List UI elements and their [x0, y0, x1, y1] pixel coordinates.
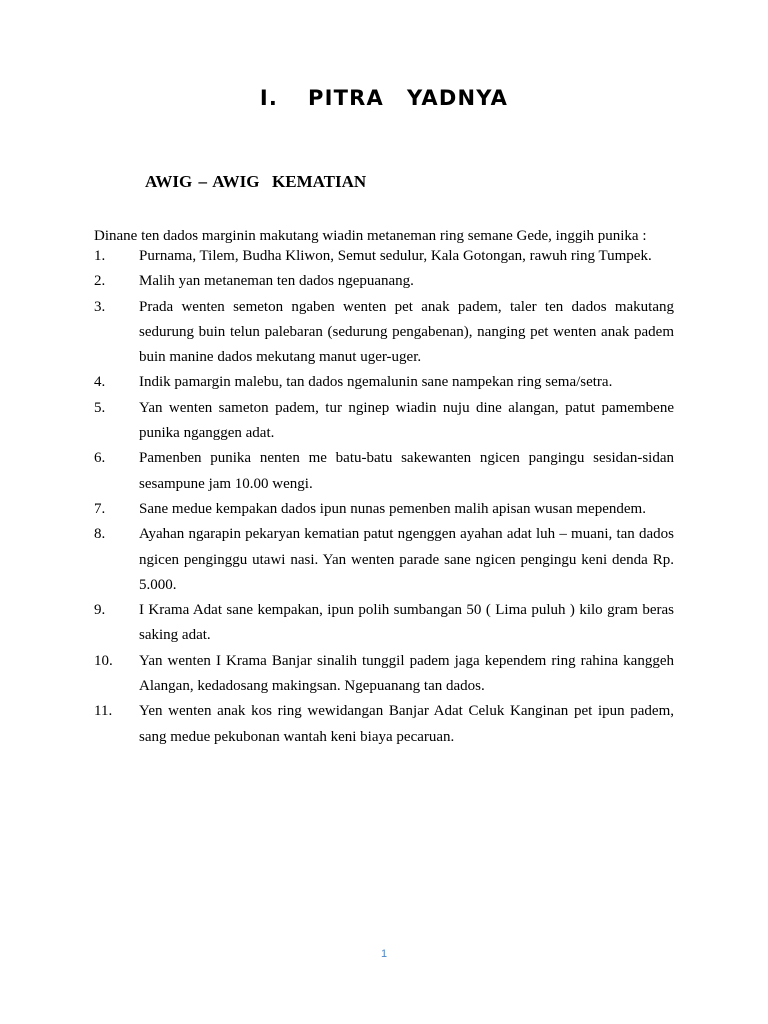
list-item-text: Prada wenten semeton ngaben wenten pet anak padem, taler ten dados makutang sedurung buin telun palebaran (sedurung pengabenan), nanging pet wenten anak padem buin manine dados mekutang manut uger-uger.	[139, 298, 674, 366]
list-item	[94, 295, 674, 371]
list-item-text: Malih yan metaneman ten dados ngepuanang.	[139, 273, 414, 290]
list-item-number: 5.	[94, 399, 106, 416]
list-item	[94, 396, 674, 447]
list-item-text: I Krama Adat sane kempakan, ipun polih sumbangan 50 ( Lima puluh ) kilo gram beras saking adat.	[139, 602, 674, 644]
list-item-number: 7.	[94, 500, 106, 517]
list-item-text: Yen wenten anak kos ring wewidangan Banjar Adat Celuk Kanginan pet ipun padem, sang medue pekubonan wantah keni biaya pecaruan.	[139, 703, 674, 745]
list-item-text: Yan wenten I Krama Banjar sinalih tunggil padem jaga kependem ring rahina kanggeh Alangan, kedadosang makingsan. Ngepuanang tan dados.	[139, 652, 674, 695]
list-item-text: Yan wenten sameton padem, tur nginep wiadin nuju dine alangan, patut pamembene punika nganggen adat.	[139, 399, 674, 442]
list-item-number: 3.	[94, 298, 106, 315]
list-item-text: Pamenben punika nenten me batu-batu sakewanten ngicen pangingu sesidan-sidan sesampune jam 10.00 wengi.	[139, 450, 674, 492]
list-item-number: 1.	[94, 248, 106, 264]
section-heading: AWIG – AWIG KEMATIAN	[145, 172, 367, 191]
list-item-number: 6.	[94, 450, 106, 467]
list-item-number: 2.	[94, 273, 106, 290]
list-item-text: Indik pamargin malebu, tan dados ngemalunin sane nampekan ring sema/setra.	[139, 374, 613, 391]
list-item	[94, 699, 674, 750]
chapter-title	[0, 86, 768, 110]
list-item-text: Ayahan ngarapin pekaryan kematian patut ngenggen ayahan adat luh – muani, tan dados ngicen penginggu utawi nasi. Yan wenten parade sane ngicen pengingu keni denda Rp. 5.000.	[139, 526, 674, 593]
list-item-number: 11.	[94, 703, 113, 720]
list-item	[94, 497, 674, 522]
intro-paragraph: Dinane ten dados marginin makutang wiadin metaneman ring semane Gede, inggih punika :	[94, 228, 647, 244]
list-item	[94, 522, 674, 598]
list-item	[94, 370, 674, 395]
list-item-number: 8.	[94, 526, 106, 543]
rules-list	[94, 244, 674, 750]
list-item-text: Sane medue kempakan dados ipun nunas pemenben malih apisan wusan mependem.	[139, 500, 646, 517]
list-item-number: 4.	[94, 374, 106, 391]
list-item-number: 9.	[94, 602, 106, 619]
page-number: 1	[380, 948, 388, 960]
list-item	[94, 649, 674, 700]
chapter-number: I.	[259, 86, 279, 110]
list-item	[94, 446, 674, 497]
chapter-title-text: PITRA YADNYA	[308, 86, 509, 110]
list-item	[94, 598, 674, 649]
list-item	[94, 244, 674, 269]
list-item	[94, 269, 674, 294]
list-item-text: Purnama, Tilem, Budha Kliwon, Semut sedulur, Kala Gotongan, rawuh ring Tumpek.	[139, 248, 652, 264]
list-item-number: 10.	[94, 652, 113, 669]
